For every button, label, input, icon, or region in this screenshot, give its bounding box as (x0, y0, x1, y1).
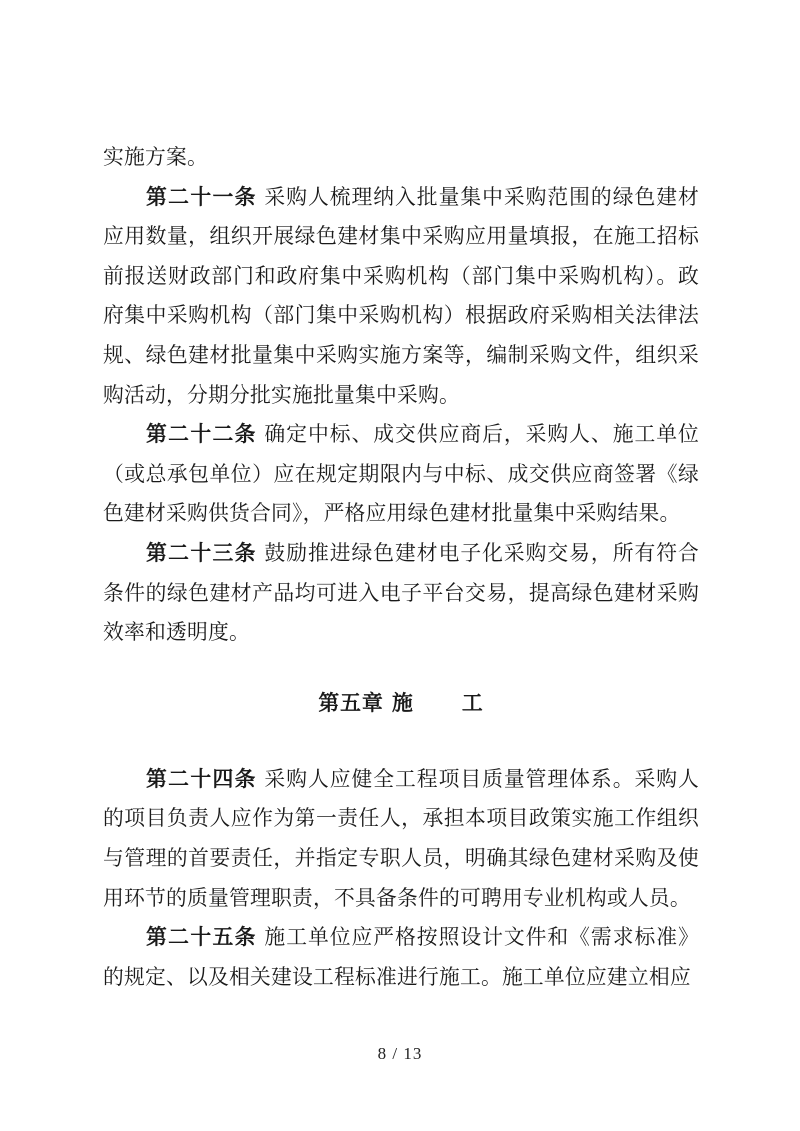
chapter-title-first: 施 (392, 690, 414, 715)
article-25 (103, 918, 699, 997)
article-21 (103, 178, 699, 416)
article-24 (103, 760, 699, 918)
chapter-heading (103, 683, 699, 723)
chapter-number: 第五章 (318, 690, 384, 715)
page-number: 8 / 13 (377, 1044, 423, 1063)
chapter-title-second: 工 (461, 690, 484, 715)
article-text: 采购人梳理纳入批量集中采购范围的绿色建材应用数量，组织开展绿色建材集中采购应用量填报，在施工招标前报送财政部门和政府集中采购机构（部门集中采购机构）。政府集中采购机构（部门集中采购机构）根据政府采购相关法律法规、绿色建材批量集中采购实施方案等，编制采购文件，组织采购活动，分期分批实施批量集中采购。 (103, 184, 700, 407)
article-text: 施工单位应严格按照设计文件和《需求标准》的规定、以及相关建设工程标准进行施工。施工单位应建立相应 (103, 925, 700, 989)
article-text: 确定中标、成交供应商后，采购人、施工单位（或总承包单位）应在规定期限内与中标、成交供应商签署《绿色建材采购供货合同》，严格应用绿色建材批量集中采购结果。 (103, 422, 700, 526)
paragraph-continuation (103, 138, 699, 178)
article-heading: 第二十三条 (146, 540, 257, 565)
article-22 (103, 415, 699, 534)
article-heading: 第二十四条 (146, 766, 257, 791)
article-text: 采购人应健全工程项目质量管理体系。采购人的项目负责人应作为第一责任人，承担本项目政策实施工作组织与管理的首要责任，并指定专职人员，明确其绿色建材采购及使用环节的质量管理职责，不具备条件的可聘用专业机构或人员。 (103, 766, 700, 910)
article-heading: 第二十五条 (146, 925, 257, 950)
document-body (103, 138, 699, 997)
article-23 (103, 534, 699, 653)
article-text: 鼓励推进绿色建材电子化采购交易，所有符合条件的绿色建材产品均可进入电子平台交易，提高绿色建材采购效率和透明度。 (103, 540, 700, 645)
article-heading: 第二十二条 (146, 422, 257, 447)
paragraph-text: 实施方案。 (103, 145, 208, 169)
article-heading: 第二十一条 (146, 184, 257, 209)
